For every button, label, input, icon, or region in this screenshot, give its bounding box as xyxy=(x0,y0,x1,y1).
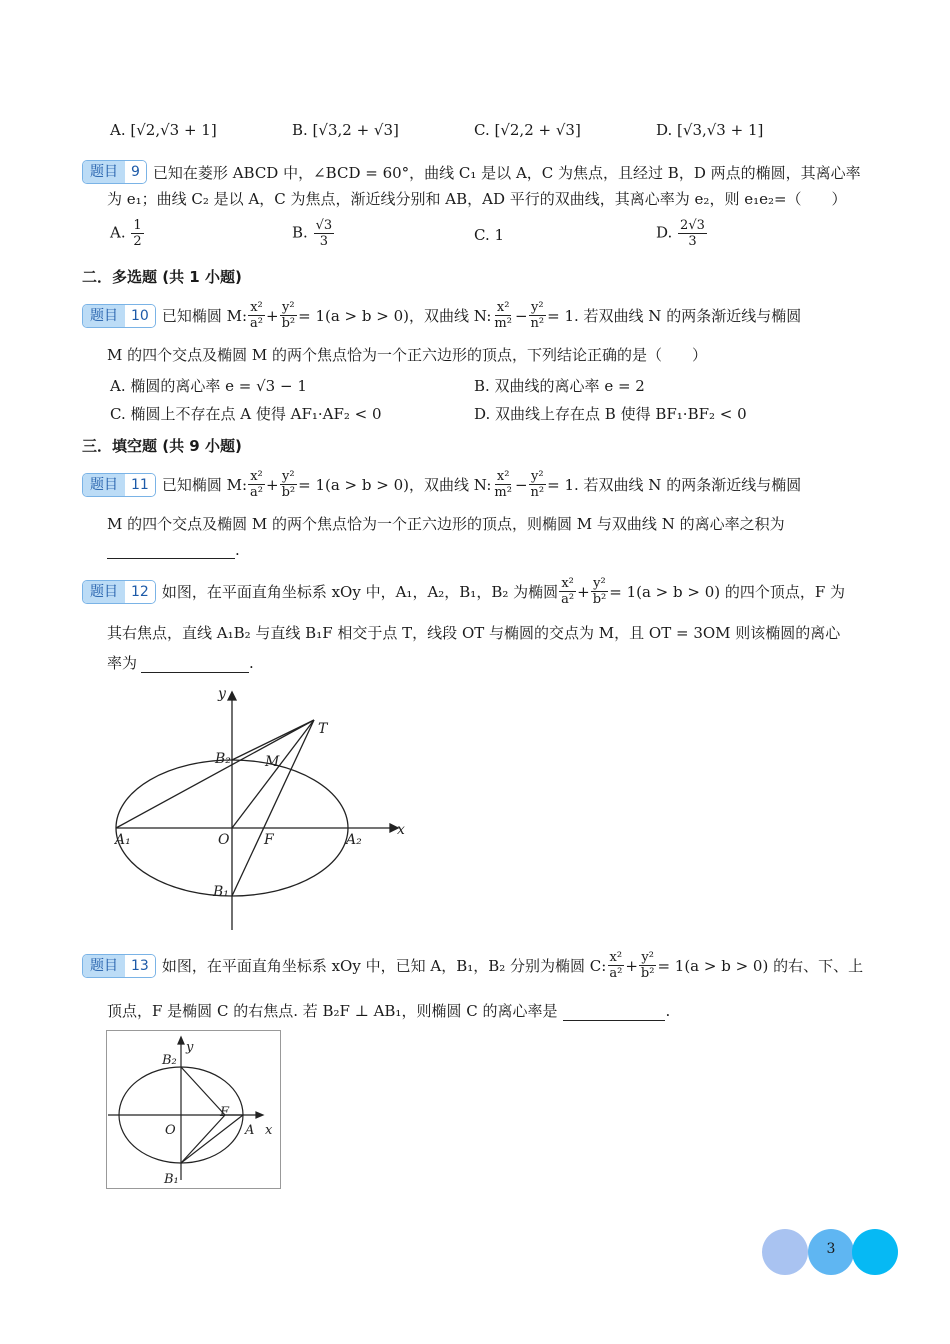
page-number: 3 xyxy=(826,1241,836,1257)
section-fill-in-heading: 三．填空题 (共 9 小题) xyxy=(82,437,242,455)
q13-period: . xyxy=(665,1002,671,1020)
q12-ellipse-figure xyxy=(108,684,408,934)
q9-option-a-num: 1 xyxy=(133,218,142,233)
q13-label-F: F xyxy=(220,1105,230,1120)
q13-text-line2: 顶点，F 是椭圆 C 的右焦点. 若 B₂F ⊥ AB₁，则椭圆 C 的离心率是 xyxy=(107,1002,558,1020)
q11-frac-m2-den: m² xyxy=(494,485,512,500)
q11-text-c: = 1. 若双曲线 N 的两条渐近线与椭圆 xyxy=(547,476,802,494)
q11-answer-blank[interactable] xyxy=(107,540,235,559)
q12-text-a: 如图，在平面直角坐标系 xOy 中，A₁，A₂，B₁，B₂ 为椭圆 xyxy=(161,583,559,601)
q11-tag xyxy=(82,473,156,497)
q10-text-b: = 1(a > b > 0)，双曲线 N: xyxy=(298,307,492,325)
q12-label-M: M xyxy=(265,754,280,770)
q11-frac-x2-num: x² xyxy=(250,469,263,484)
q12-label-x: x xyxy=(397,822,405,838)
q13-ellipse-figure xyxy=(106,1030,282,1190)
q10-tag xyxy=(82,304,156,328)
q12-frac-b2-den: b² xyxy=(592,592,607,607)
q10-frac-n2-den: n² xyxy=(530,316,545,331)
q9-tag-label: 题目 xyxy=(83,161,125,183)
q10-option-d: D. 双曲线上存在点 B 使得 BF₁·BF₂ < 0 xyxy=(474,405,747,423)
q10-tag-label: 题目 xyxy=(83,305,125,327)
q12-label-A2: A₂ xyxy=(346,832,362,848)
q13-y-arrow-icon xyxy=(178,1037,184,1044)
q13-frac-y2b2 xyxy=(639,950,657,981)
q9-tag xyxy=(82,160,147,184)
q11-frac-y2-num-2: y² xyxy=(531,469,544,484)
q10-frac-y2n2 xyxy=(529,300,547,331)
q13-plus: + xyxy=(625,956,638,975)
q10-frac-y2-num-2: y² xyxy=(531,300,544,315)
q8-option-a: A. [√2,√3 + 1] xyxy=(110,121,217,139)
section-multiple-choice-heading: 二．多选题 (共 1 小题) xyxy=(82,268,242,286)
q10-frac-b2-den: b² xyxy=(281,316,296,331)
q9-text-line2: 为 e₁；曲线 C₂ 是以 A，C 为焦点，渐近线分别和 AB，AD 平行的双曲线，其离心率为 e₂，则 e₁e₂=（ ） xyxy=(107,190,847,208)
q8-option-c: C. [√2,2 + √3] xyxy=(474,121,581,139)
q10-text-a: 已知椭圆 M: xyxy=(161,307,248,325)
q12-answer-blank[interactable] xyxy=(141,654,249,673)
q9-text-line1: 已知在菱形 ABCD 中，∠BCD = 60°，曲线 C₁ 是以 A，C 为焦点，且经过 B，D 两点的椭圆，其离心率 xyxy=(152,163,861,182)
q9-option-a-den: 2 xyxy=(133,234,142,249)
q13-label-O: O xyxy=(165,1123,176,1138)
q11-text-a: 已知椭圆 M: xyxy=(161,476,248,494)
q12-label-B2: B₂ xyxy=(215,751,231,767)
q12-label-T: T xyxy=(318,721,328,737)
q12-tag-label: 题目 xyxy=(83,581,125,603)
q11-frac-y2-num: y² xyxy=(282,469,295,484)
q13-label-B2: B₂ xyxy=(162,1053,177,1068)
q11-text-line2: M 的四个交点及椭圆 M 的两个焦点恰为一个正六边形的顶点，则椭圆 M 与双曲线 N 的离心率之积为 xyxy=(107,515,785,533)
q13-tag-number: 13 xyxy=(125,955,155,977)
q10-minus: − xyxy=(514,306,528,325)
q10-frac-m2-den: m² xyxy=(494,316,512,331)
q10-frac-y2b2 xyxy=(280,300,298,331)
q13-label-B1: B₁ xyxy=(164,1172,179,1187)
q11-frac-a2-den: a² xyxy=(250,485,263,500)
q9-option-a-prefix: A. xyxy=(110,223,126,242)
q9-line1 xyxy=(82,160,861,184)
q13-tag-label: 题目 xyxy=(83,955,125,977)
q13-frac-y2-num: y² xyxy=(641,950,654,965)
q13-text-a: 如图，在平面直角坐标系 xOy 中，已知 A，B₁，B₂ 分别为椭圆 C: xyxy=(161,957,607,975)
q11-minus: − xyxy=(514,475,528,494)
q13-label-y: y xyxy=(186,1040,194,1055)
q10-frac-x2-num: x² xyxy=(250,300,263,315)
q10-option-a: A. 椭圆的离心率 e = √3 − 1 xyxy=(110,377,307,395)
q11-answer-line xyxy=(107,540,240,559)
q12-line1 xyxy=(82,576,845,607)
q12-line-B1T xyxy=(232,720,314,896)
q12-text-line2: 其右焦点，直线 A₁B₂ 与直线 B₁F 相交于点 T，线段 OT 与椭圆的交点为 M，且 OT = 3OM 则该椭圆的离心 xyxy=(107,624,841,642)
q11-frac-n2-den: n² xyxy=(530,485,545,500)
q10-text-line2: M 的四个交点及椭圆 M 的两个焦点恰为一个正六边形的顶点，下列结论正确的是（ ） xyxy=(107,346,708,364)
q9-option-d-prefix: D. xyxy=(656,223,673,242)
q9-option-d-den: 3 xyxy=(688,234,697,249)
q12-label-y: y xyxy=(218,686,226,702)
q11-frac-b2-den: b² xyxy=(281,485,296,500)
q13-frac-b2-den: b² xyxy=(640,966,655,981)
q12-label-O: O xyxy=(218,832,230,848)
q13-text-b: = 1(a > b > 0) 的右、下、上 xyxy=(657,957,864,975)
page-circle-left xyxy=(762,1229,808,1275)
q11-text-b: = 1(a > b > 0)，双曲线 N: xyxy=(298,476,492,494)
q9-option-d-num: 2√3 xyxy=(680,218,705,233)
q9-option-c: C. 1 xyxy=(474,226,505,244)
q11-frac-x2-num-2: x² xyxy=(496,469,510,484)
q9-option-a-frac xyxy=(131,218,143,249)
q13-frac-x2a2 xyxy=(607,950,624,981)
q13-line-B1A xyxy=(181,1115,243,1163)
q12-frac-a2-den: a² xyxy=(561,592,575,607)
q10-frac-x2a2 xyxy=(248,300,265,331)
q12-label-F: F xyxy=(264,832,274,848)
q12-plus: + xyxy=(577,582,590,601)
q12-tag-number: 12 xyxy=(125,581,155,603)
q12-y-arrow-icon xyxy=(228,692,236,700)
q12-frac-x2a2 xyxy=(559,576,576,607)
q13-label-x: x xyxy=(265,1123,273,1138)
q9-option-b-den: 3 xyxy=(319,234,328,249)
q9-option-a xyxy=(110,218,145,249)
q13-tag xyxy=(82,954,156,978)
q10-option-c: C. 椭圆上不存在点 A 使得 AF₁·AF₂ < 0 xyxy=(110,405,382,423)
q13-line-B1F xyxy=(181,1115,225,1163)
q12-answer-line xyxy=(107,652,254,673)
q9-option-b-frac xyxy=(314,218,335,249)
q11-plus: + xyxy=(265,475,279,494)
q10-frac-a2-den: a² xyxy=(250,316,263,331)
q12-label-B1: B₁ xyxy=(213,884,229,900)
q11-line1 xyxy=(82,469,801,500)
q13-frac-x2-num: x² xyxy=(609,950,623,965)
q9-option-d-frac xyxy=(678,218,707,249)
q10-tag-number: 10 xyxy=(125,305,155,327)
q10-frac-x2-num-2: x² xyxy=(496,300,510,315)
q13-label-A: A xyxy=(245,1123,255,1138)
q10-line1 xyxy=(82,300,801,331)
q13-line-B2F xyxy=(181,1067,225,1115)
q11-frac-y2b2 xyxy=(280,469,298,500)
q10-text-c: = 1. 若双曲线 N 的两条渐近线与椭圆 xyxy=(547,307,802,325)
q12-tag xyxy=(82,580,156,604)
q13-x-arrow-icon xyxy=(256,1112,263,1118)
q8-option-d: D. [√3,√3 + 1] xyxy=(656,121,764,139)
q12-text-b: = 1(a > b > 0) 的四个顶点，F 为 xyxy=(609,583,846,601)
q12-frac-y2-num: y² xyxy=(593,576,606,591)
q12-period: . xyxy=(249,654,254,672)
q9-option-b-num: √3 xyxy=(315,218,333,233)
q11-tag-label: 题目 xyxy=(83,474,125,496)
q12-text-rate: 率为 xyxy=(107,654,138,672)
q11-frac-y2n2 xyxy=(529,469,547,500)
q11-frac-x2m2 xyxy=(492,469,514,500)
q11-period: . xyxy=(235,541,240,559)
q9-tag-number: 9 xyxy=(125,161,146,183)
q12-frac-y2b2 xyxy=(591,576,609,607)
q11-tag-number: 11 xyxy=(125,474,155,496)
q13-line1 xyxy=(82,950,863,981)
q11-frac-x2a2 xyxy=(248,469,265,500)
q10-frac-y2-num: y² xyxy=(282,300,295,315)
page-circle-right xyxy=(852,1229,898,1275)
q8-option-b: B. [√3,2 + √3] xyxy=(292,121,399,139)
q13-answer-blank[interactable] xyxy=(563,1002,665,1021)
q10-option-b: B. 双曲线的离心率 e = 2 xyxy=(474,377,645,395)
q12-label-A1: A₁ xyxy=(115,832,131,848)
q9-option-d xyxy=(656,218,708,249)
q9-option-b xyxy=(292,218,335,249)
q9-option-b-prefix: B. xyxy=(292,223,308,242)
q10-plus: + xyxy=(265,306,279,325)
q12-frac-x2-num: x² xyxy=(561,576,574,591)
q13-answer-line xyxy=(107,1000,670,1021)
q13-figure-frame xyxy=(107,1031,281,1189)
q10-frac-x2m2 xyxy=(492,300,514,331)
q13-frac-a2-den: a² xyxy=(609,966,623,981)
q12-line-A1T xyxy=(116,720,314,828)
